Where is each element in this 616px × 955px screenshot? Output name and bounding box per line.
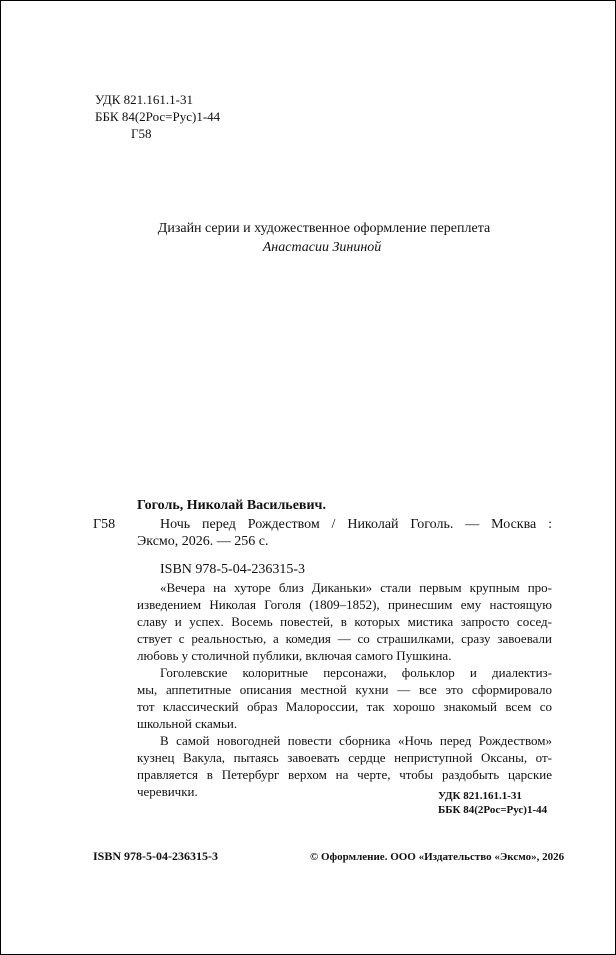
annotation-paragraph-1 [137, 579, 552, 664]
design-credit-line: Дизайн серии и художественное оформление переплета [157, 221, 491, 236]
copyright-notice: © Оформление. ООО «Издательство «Эксмо», 2026 [310, 851, 565, 863]
annotation-line: ствует с реальностью, а комедия — со страшилками, сразу завоевали [137, 631, 552, 646]
designer-name: Анастасии Зининой [262, 240, 382, 255]
annotation-line: Гоголевские колоритные персонажи, фольклор и диалектиз- [160, 665, 552, 680]
annotation-line: любовь у столичной публики, включая самого Пушкина. [137, 648, 452, 663]
bibliographic-description-line1: Ночь перед Рождеством / Николай Гоголь. — Москва : [160, 517, 552, 532]
author-mark-top: Г58 [131, 126, 152, 141]
annotation-line: мы, аппетитные описания местной кухни — все это сформировало [137, 682, 552, 697]
udk-code-bottom: УДК 821.161.1-31 [438, 790, 522, 802]
annotation-line: «Вечера на хуторе близ Диканьки» стали первым крупным про- [160, 580, 552, 595]
annotation-line: черевички. [137, 784, 198, 799]
annotation-paragraph-2 [137, 664, 552, 732]
udk-code-top: УДК 821.161.1-31 [95, 92, 194, 107]
annotation-line: славу и успех. Восемь повестей, в которых мистика запросто сосед- [137, 614, 552, 629]
annotation-line: тот классический образ Малороссии, так хорошо знакомый всем со [137, 699, 552, 714]
isbn-footer: ISBN 978-5-04-236315-3 [93, 849, 218, 863]
bbk-code-bottom: ББК 84(2Рос=Рус)1-44 [438, 804, 548, 816]
annotation-line: школьной скамьи. [137, 716, 238, 731]
annotation-line: правляется в Петербург верхом на черте, чтобы раздобыть царские [137, 767, 552, 782]
bibliographic-description-line2: Эксмо, 2026. — 256 с. [137, 534, 269, 549]
annotation-line: В самой новогодней повести сборника «Ночь перед Рождеством» [160, 733, 552, 748]
annotation-line: изведением Николая Гоголя (1809–1852), принесшим ему настоящую [137, 597, 552, 612]
bbk-code-top: ББК 84(2Рос=Рус)1-44 [95, 109, 221, 124]
author-mark: Г58 [93, 517, 116, 532]
annotation-line: кузнец Вакула, пытаясь завоевать сердце неприступной Оксаны, от- [137, 750, 552, 765]
isbn-card: ISBN 978-5-04-236315-3 [160, 562, 306, 577]
author-heading: Гоголь, Николай Васильевич. [137, 498, 326, 513]
